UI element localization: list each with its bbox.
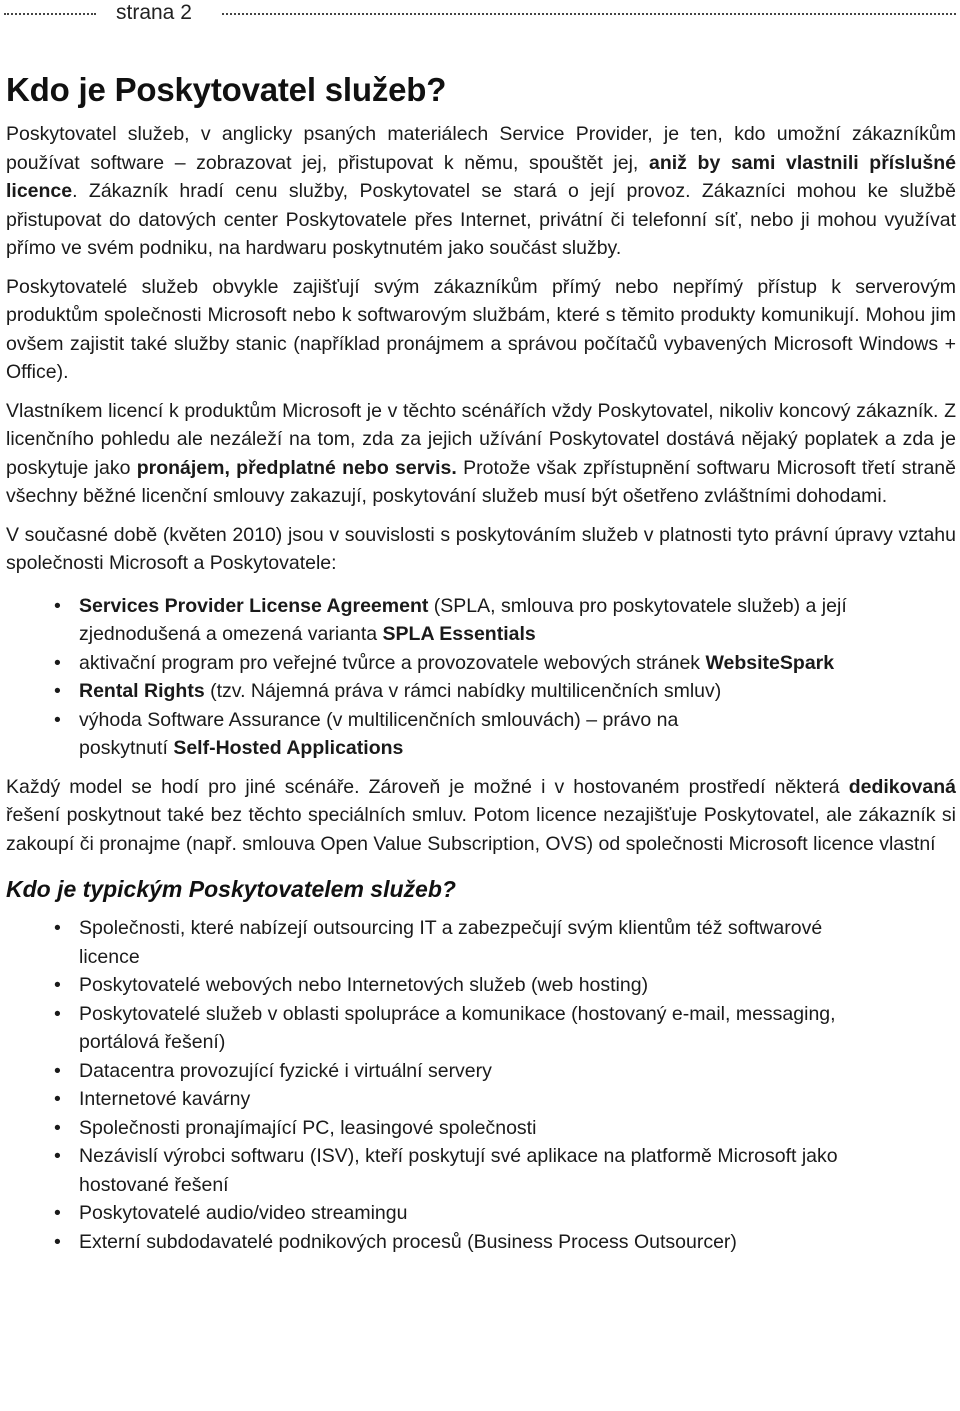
list-item [6, 1114, 956, 1143]
item-text: (tzv. Nájemná práva v rámci nabídky multilicenčních smluv) [204, 680, 722, 702]
bullet-icon: • [54, 1059, 61, 1082]
item-text: Nezávislí výrobci softwaru (ISV), kteří poskytují své aplikace na platformě Microsoft jako hostované řešení [79, 1145, 838, 1196]
bullet-icon: • [54, 974, 61, 996]
list-item [6, 592, 956, 649]
list-item [6, 649, 956, 678]
item-text: Společnosti, které nabízejí outsourcing IT a zabezpečují svým klientům též softwarové licence [79, 917, 823, 968]
item-text: (SPLA, smlouva pro poskytovatele služeb) a její zjednodušená a omezená varianta [79, 594, 847, 645]
bullet-icon: • [54, 651, 61, 674]
paragraph-text: Vlastníkem licencí k produktům Microsoft je v těchto scénářích vždy Poskytovatel, nikoliv koncový zákazník. Z licenčního pohledu ale nezáleží na tom, zda za jejich užívání Poskytovatel dostává nějaký poplatek a zda je poskytuje jako [6, 399, 956, 479]
bullet-icon: • [54, 680, 61, 702]
emphasis-text: Rental Rights [79, 680, 205, 702]
item-text: výhoda Software Assurance (v multilicenčních smlouvách) – právo na poskytnutí [79, 708, 679, 759]
header-dotted-rule-left [4, 13, 96, 15]
paragraph-text: . Zákazník hradí cenu služby, Poskytovatel se stará o její provoz. Zákazníci mohou ke službě přistupovat do datových center Poskytovatele přes Internet, privátní či telefonní síť, nebo ji mohou využívat přímo ve svém podniku, na hardwaru poskytnutém jako součást služby. [6, 180, 956, 259]
paragraph-text: Každý model se hodí pro jiné scénáře. Zároveň je možné i v hostovaném prostředí některá [6, 775, 849, 798]
emphasis-text: Services Provider License Agreement [79, 594, 429, 617]
paragraph-text: řešení poskytnout také bez těchto speciálních smluv. Potom licence nezajišťuje Poskytovatel, ale zákazník si zakoupí či pronajme (např. smlouva Open Value Subscription, OVS) od společnosti Microsoft licence vlastní [6, 804, 956, 855]
emphasis-text: Self-Hosted Applications [173, 737, 404, 759]
list-item [6, 706, 956, 763]
emphasis-text: pronájem, předplatné nebo servis. [136, 456, 457, 479]
emphasis-text: dedikovaná [848, 775, 956, 798]
item-text: Poskytovatelé webových nebo Internetových služeb (web hosting) [79, 974, 649, 996]
list-item [6, 1142, 956, 1199]
paragraph-ownership [6, 397, 956, 511]
list-item [6, 1085, 956, 1114]
item-text: Společnosti pronajímající PC, leasingové společnosti [79, 1116, 537, 1139]
paragraph-intro [6, 120, 956, 263]
list-item [6, 1228, 956, 1257]
bullet-icon: • [54, 708, 61, 731]
provider-types-list [6, 914, 956, 1256]
bullet-icon: • [54, 1202, 61, 1224]
bullet-icon: • [54, 1002, 61, 1025]
paragraph-models [6, 773, 956, 859]
agreements-list [6, 592, 956, 763]
section-title: Kdo je Poskytovatel služeb? [6, 71, 447, 108]
paragraph-text: Poskytovatel služeb, v anglicky psaných materiálech Service Provider, je ten, kdo umožní zákazníkům používat software – zobrazovat jej, přistupovat k němu, spouštět jej, [6, 123, 956, 174]
bullet-icon: • [54, 1145, 61, 1167]
subsection-title: Kdo je typickým Poskytovatelem služeb? [6, 876, 456, 902]
list-item [6, 1199, 956, 1228]
bullet-icon: • [54, 1116, 61, 1139]
bullet-icon: • [54, 1088, 61, 1110]
bullet-icon: • [54, 917, 61, 939]
item-text: aktivační program pro veřejné tvůrce a provozovatele webových stránek [79, 651, 706, 674]
item-text: Poskytovatelé audio/video streamingu [79, 1202, 408, 1224]
header-dotted-rule-right [222, 13, 956, 15]
list-item [6, 1000, 956, 1057]
bullet-icon: • [54, 594, 61, 617]
item-text: Datacentra provozující fyzické i virtuální servery [79, 1059, 492, 1082]
list-item [6, 677, 956, 706]
emphasis-text: aniž by sami vlastnili příslušné licence [6, 151, 956, 202]
item-text: Poskytovatelé služeb v oblasti spolupráce a komunikace (hostovaný e-mail, messaging, portálová řešení) [79, 1002, 836, 1053]
item-text: Internetové kavárny [79, 1088, 251, 1110]
paragraph-services: Poskytovatelé služeb obvykle zajišťují svým zákazníkům přímý nebo nepřímý přístup k serverovým produktům společnosti Microsoft nebo k softwarovým službám, které s těmito produkty komunikují. Mohou jim ovšem zajistit také služby stanic (například pronájmem a správou počítačů vybavených Microsoft Windows + Office). [6, 275, 956, 383]
item-text: Externí subdodavatelé podnikových procesů (Business Process Outsourcer) [79, 1230, 737, 1253]
list-item [6, 914, 956, 971]
list-item [6, 971, 956, 1000]
paragraph-text: Protože však zpřístupnění softwaru Microsoft třetí straně všechny běžné licenční smlouvy zakazují, poskytování služeb musí být ošetřeno zvláštními dohodami. [6, 456, 956, 507]
document-body [6, 70, 956, 1266]
page-number-label: strana 2 [116, 1, 192, 24]
emphasis-text: WebsiteSpark [705, 651, 835, 674]
paragraph-agreements-intro: V současné době (květen 2010) jsou v souvislosti s poskytováním služeb v platnosti tyto právní úpravy vztahu společnosti Microsoft a Poskytovatele: [6, 523, 956, 574]
list-item [6, 1057, 956, 1086]
bullet-icon: • [54, 1230, 61, 1253]
page-header [0, 0, 960, 26]
emphasis-text: SPLA Essentials [382, 623, 536, 645]
